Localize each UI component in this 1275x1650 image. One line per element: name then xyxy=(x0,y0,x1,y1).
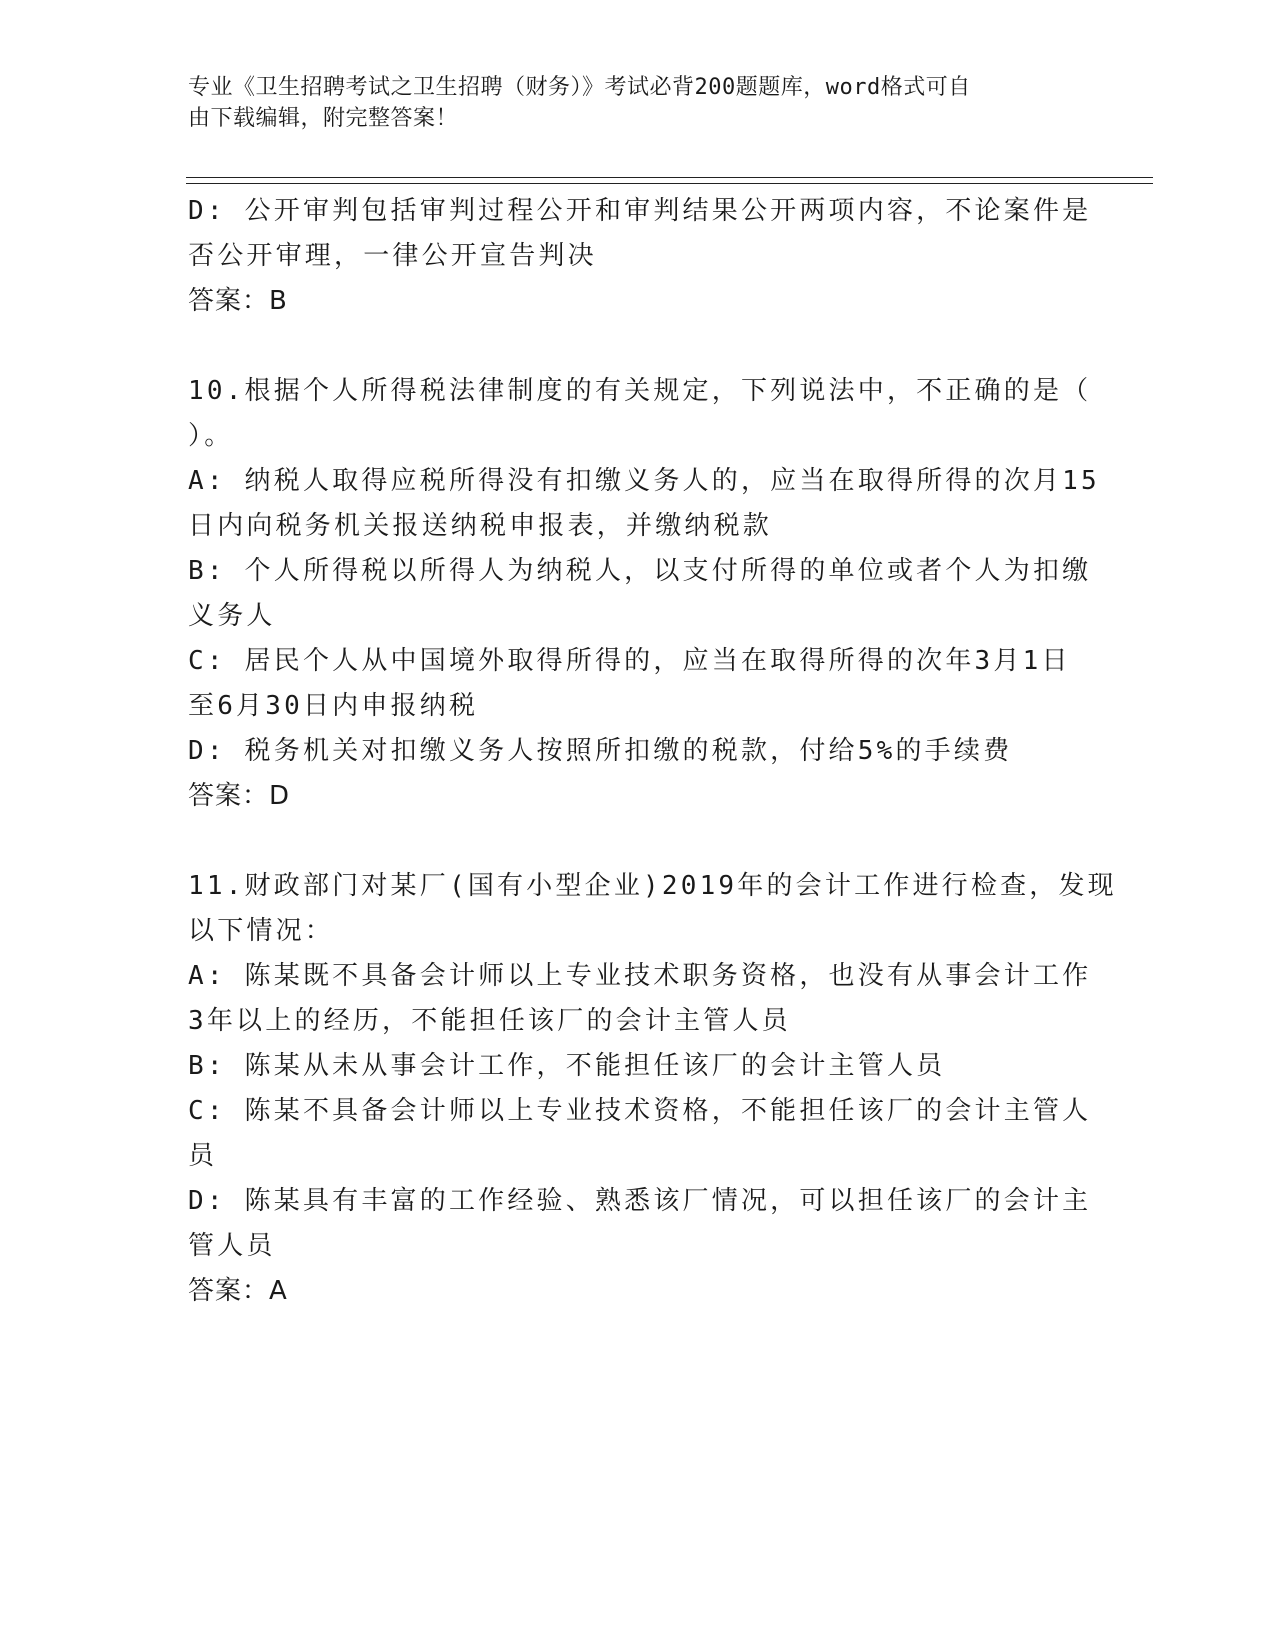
header-line-1: 专业《卫生招聘考试之卫生招聘（财务）》考试必背200题题库，word格式可自 xyxy=(188,75,971,100)
question-11 xyxy=(188,864,1117,1314)
option-c-line: C: 陈某不具备会计师以上专业技术资格，不能担任该厂的会计主管人 xyxy=(188,1096,1092,1126)
header-divider-bottom xyxy=(186,183,1153,184)
option-a-line: A: 陈某既不具备会计师以上专业技术职务资格，也没有从事会计工作 xyxy=(188,961,1092,991)
question-10 xyxy=(188,369,1100,819)
question-stem-line: 以下情况： xyxy=(188,916,335,946)
header-line-2: 由下载编辑，附完整答案！ xyxy=(188,106,459,131)
question-9-tail xyxy=(188,189,1092,324)
option-b-line: B: 个人所得税以所得人为纳税人，以支付所得的单位或者个人为扣缴 xyxy=(188,556,1092,586)
spacer xyxy=(188,819,1088,864)
header-divider-top xyxy=(186,177,1153,178)
option-d-line: D: 陈某具有丰富的工作经验、熟悉该厂情况，可以担任该厂的会计主 xyxy=(188,1186,1092,1216)
option-b-line: 义务人 xyxy=(188,601,276,631)
option-a-line: A: 纳税人取得应税所得没有扣缴义务人的，应当在取得所得的次月15 xyxy=(188,466,1100,496)
option-d-line: D: 税务机关对扣缴义务人按照所扣缴的税款，付给5%的手续费 xyxy=(188,736,1013,766)
option-a-line: 日内向税务机关报送纳税申报表，并缴纳税款 xyxy=(188,511,773,541)
answer-line: 答案：A xyxy=(188,1276,288,1306)
option-a-line: 3年以上的经历，不能担任该厂的会计主管人员 xyxy=(188,1006,791,1036)
option-c-line: 员 xyxy=(188,1141,218,1171)
question-stem-line: 11.财政部门对某厂(国有小型企业)2019年的会计工作进行检查，发现 xyxy=(188,871,1117,901)
option-d-line: D: 公开审判包括审判过程公开和审判结果公开两项内容，不论案件是 xyxy=(188,196,1092,226)
option-d-line: 否公开审理，一律公开宣告判决 xyxy=(188,241,597,271)
option-b-line: B: 陈某从未从事会计工作，不能担任该厂的会计主管人员 xyxy=(188,1051,946,1081)
option-d-line: 管人员 xyxy=(188,1231,276,1261)
question-stem-line: ）。 xyxy=(188,421,234,451)
answer-line: 答案：D xyxy=(188,781,291,811)
question-stem-line: 10.根据个人所得税法律制度的有关规定，下列说法中，不正确的是（ xyxy=(188,376,1092,406)
spacer xyxy=(188,324,1088,369)
document-header xyxy=(188,72,1068,134)
question-list xyxy=(188,189,1117,1314)
answer-line: 答案：B xyxy=(188,286,288,316)
option-c-line: C: 居民个人从中国境外取得所得的，应当在取得所得的次年3月1日 xyxy=(188,646,1071,676)
option-c-line: 至6月30日内申报纳税 xyxy=(188,691,479,721)
